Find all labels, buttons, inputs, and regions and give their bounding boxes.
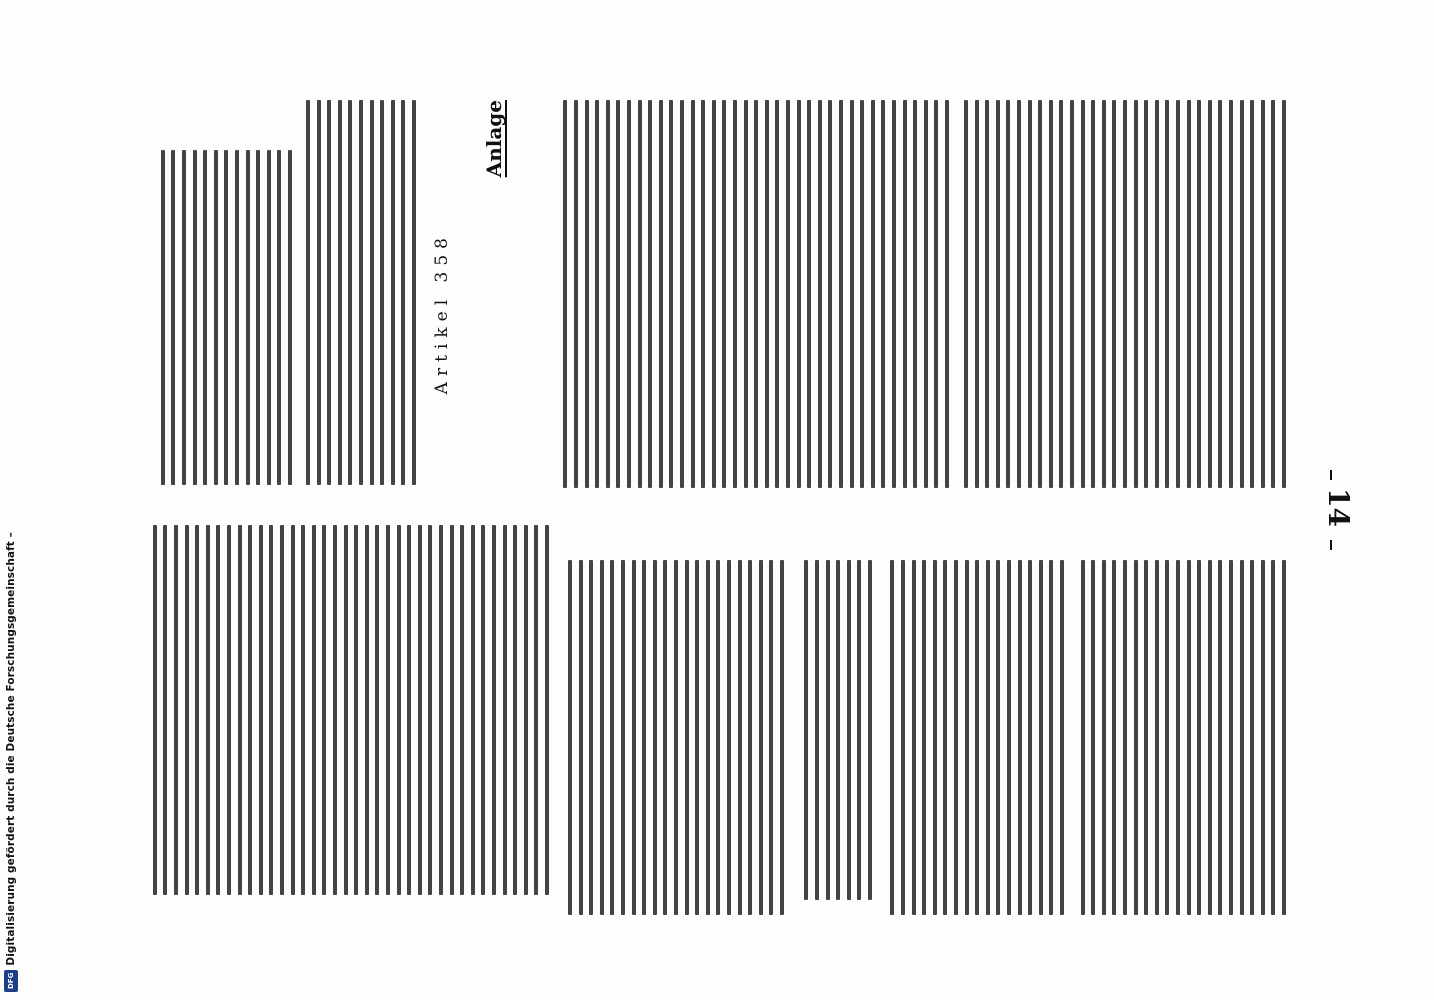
text-line [238,525,242,895]
text-line [1218,100,1222,488]
text-line [1187,560,1191,915]
text-line [943,560,947,915]
text-line [333,525,337,895]
text-line [471,525,475,895]
text-line [669,100,673,488]
text-line [775,100,779,488]
text-line [748,560,752,915]
text-line [1081,560,1085,915]
text-line [1240,560,1244,915]
text-line [1208,100,1212,488]
text-line [256,150,260,485]
text-line [836,560,840,900]
text-line [503,525,507,895]
text-line [1039,560,1043,915]
text-line [327,100,331,485]
text-line [632,560,636,915]
text-line [365,525,369,895]
text-line [954,560,958,915]
text-line [1155,100,1159,488]
text-line [985,100,989,488]
text-line [868,560,872,900]
text-line [600,560,604,915]
text-line [524,525,528,895]
text-line [386,525,390,895]
text-line [1028,560,1032,915]
text-line [1271,560,1275,915]
text-line [1081,100,1085,488]
text-line [481,525,485,895]
text-line [1218,560,1222,915]
text-line [1176,560,1180,915]
text-line [847,560,851,900]
text-line [163,525,167,895]
page-number-dash-top [1330,470,1332,480]
text-line [860,100,864,488]
text-line [964,100,968,488]
text-line [391,100,395,485]
text-line [1006,100,1010,488]
text-line [663,560,667,915]
text-line [1208,560,1212,915]
text-line [712,100,716,488]
text-line [1261,100,1265,488]
text-line [312,525,316,895]
text-line [1197,560,1201,915]
text-line [1112,560,1116,915]
artikel-heading: Artikel 358 [432,232,452,395]
text-line [1102,560,1106,915]
text-line [1134,560,1138,915]
text-line [174,525,178,895]
text-line [610,560,614,915]
text-line [1017,100,1021,488]
text-line [1134,100,1138,488]
page-number-dash-bottom [1330,540,1332,550]
text-line [695,560,699,915]
anlage-heading: Anlage [482,100,506,178]
text-line [227,525,231,895]
text-line [185,525,189,895]
text-line [901,560,905,915]
text-line [934,100,938,488]
text-line [638,100,642,488]
text-line [627,100,631,488]
text-line [579,560,583,915]
text-line [606,100,610,488]
text-line [828,100,832,488]
text-line [892,100,896,488]
text-line [288,150,292,485]
text-line [1271,100,1275,488]
text-line [913,100,917,488]
text-line [933,560,937,915]
text-line [744,100,748,488]
text-line [850,100,854,488]
text-line [1038,100,1042,488]
text-line [804,560,808,900]
text-line [653,560,657,915]
text-line [1176,100,1180,488]
text-line [235,150,239,485]
text-line [450,525,454,895]
text-line [912,560,916,915]
text-line [759,560,763,915]
text-line [428,525,432,895]
text-line [1240,100,1244,488]
text-line [965,560,969,915]
text-line [1007,560,1011,915]
text-line [1102,100,1106,488]
text-line [359,100,363,485]
text-line [492,525,496,895]
text-line [259,525,263,895]
text-line [306,100,310,485]
text-line [585,100,589,488]
text-line [857,560,861,900]
text-line [1123,560,1127,915]
text-line [1060,560,1064,915]
text-line [769,560,773,915]
text-line [153,525,157,895]
text-line [722,100,726,488]
text-line [642,560,646,915]
text-line [574,100,578,488]
text-line [881,100,885,488]
text-line [375,525,379,895]
text-line [616,100,620,488]
text-line [348,100,352,485]
page-number: 14 [1322,488,1355,527]
text-line [674,560,678,915]
text-line [701,100,705,488]
text-line [807,100,811,488]
text-line [595,100,599,488]
text-line [370,100,374,485]
text-line [397,525,401,895]
text-line [924,100,928,488]
text-line [1049,560,1053,915]
text-line [1282,100,1286,488]
text-line [659,100,663,488]
text-line [344,525,348,895]
text-line [460,525,464,895]
text-line [248,525,252,895]
text-line [1144,560,1148,915]
text-line [727,560,731,915]
text-line [1112,100,1116,488]
text-line [412,100,416,485]
text-line [1070,100,1074,488]
text-line [986,560,990,915]
text-line [301,525,305,895]
text-line [996,560,1000,915]
text-line [1091,560,1095,915]
text-line [738,560,742,915]
text-line [161,150,165,485]
text-line [216,525,220,895]
text-line [1197,100,1201,488]
text-line [206,525,210,895]
text-line [945,100,949,488]
text-line [214,150,218,485]
text-line [545,525,549,895]
text-line [439,525,443,895]
text-line [182,150,186,485]
text-line [291,525,295,895]
text-line [1187,100,1191,488]
text-line [765,100,769,488]
text-line [648,100,652,488]
text-line [903,100,907,488]
text-line [1144,100,1148,488]
text-line [195,525,199,895]
text-line [1059,100,1063,488]
text-line [780,560,784,915]
text-line [996,100,1000,488]
text-line [589,560,593,915]
text-line [1229,100,1233,488]
text-line [733,100,737,488]
text-line [691,100,695,488]
text-line [1165,100,1169,488]
text-line [1261,560,1265,915]
text-line [277,150,281,485]
text-line [975,100,979,488]
text-line [1091,100,1095,488]
text-line [224,150,228,485]
text-line [1018,560,1022,915]
text-line [797,100,801,488]
text-line [380,100,384,485]
text-line [317,100,321,485]
text-line [706,560,710,915]
text-line [826,560,830,900]
text-line [338,100,342,485]
text-line [280,525,284,895]
text-line [354,525,358,895]
text-line [716,560,720,915]
digitization-credit [0,0,22,1000]
text-line [815,560,819,900]
text-line [1165,560,1169,915]
text-line [1250,560,1254,915]
text-line [171,150,175,485]
text-line [1229,560,1233,915]
text-line [754,100,758,488]
text-line [1282,560,1286,915]
text-line [975,560,979,915]
text-line [1028,100,1032,488]
text-line [401,100,405,485]
text-line [193,150,197,485]
text-line [1155,560,1159,915]
text-line [680,100,684,488]
text-line [621,560,625,915]
text-line [871,100,875,488]
text-line [839,100,843,488]
text-line [922,560,926,915]
text-line [786,100,790,488]
text-line [1123,100,1127,488]
text-line [563,100,567,488]
text-line [890,560,894,915]
text-line [407,525,411,895]
text-line [418,525,422,895]
text-line [246,150,250,485]
text-line [568,560,572,915]
text-line [818,100,822,488]
text-line [203,150,207,485]
text-line [322,525,326,895]
text-line [267,150,271,485]
text-line [269,525,273,895]
text-line [534,525,538,895]
dfg-logo: DFG [4,970,18,992]
text-line [513,525,517,895]
text-line [1049,100,1053,488]
text-line [1250,100,1254,488]
text-line [685,560,689,915]
credit-text: Digitalisierung gefördert durch die Deutsche Forschungsgemeinschaft – [5,532,17,966]
